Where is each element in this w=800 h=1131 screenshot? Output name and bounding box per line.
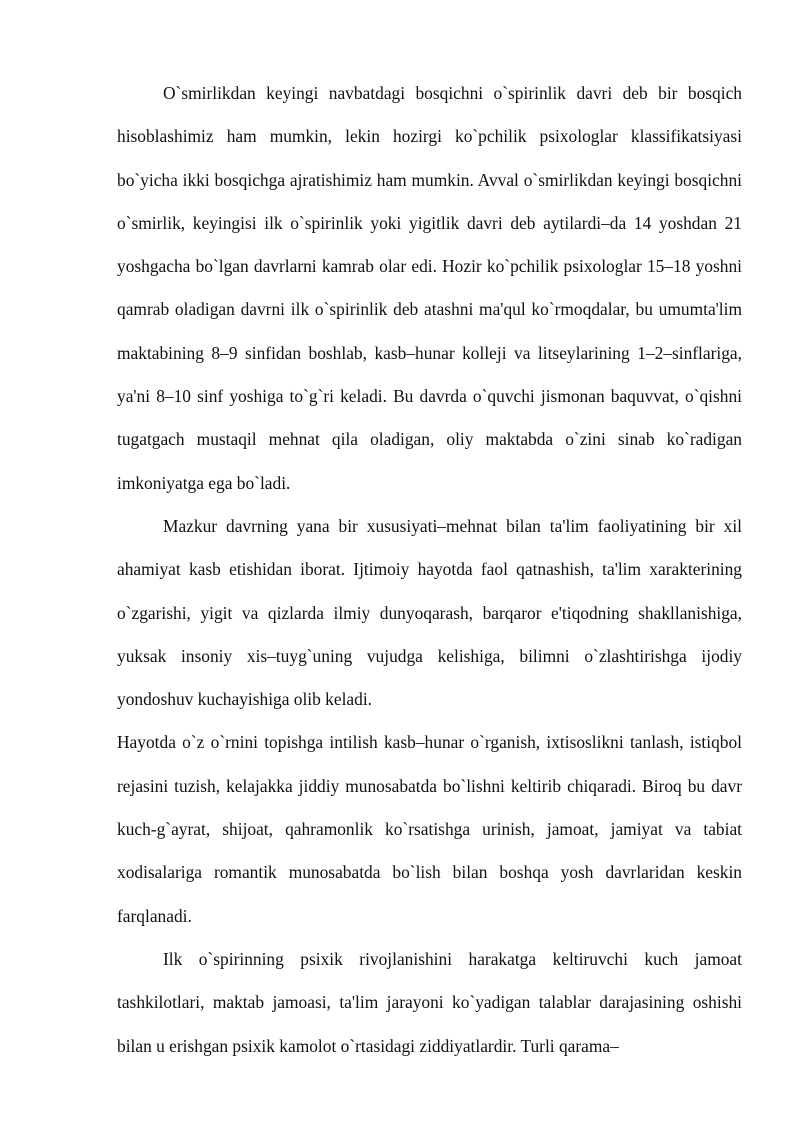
paragraph-4: Ilk o`spirinning psixik rivojlanishini harakatga keltiruvchi kuch jamoat tashkilotlari, maktab jamoasi, ta'lim jarayoni ko`yadigan talablar darajasining oshishi bilan u erishgan psixik kamolot o`rtasidagi ziddiyatlardir. Turli qarama– [117,948,742,1056]
paragraph-2: Mazkur davrning yana bir xususiyati–mehnat bilan ta'lim faoliyatining bir xil ahamiyat kasb etishidan iborat. Ijtimoiy hayotda faol qatnashish, ta'lim xarakterining o`zgarishi, yigit va qizlarda ilmiy dunyoqarash, barqaror e'tiqodning shakllanishiga, yuksak insoniy xis–tuyg`uning vujudga kelishiga, bilimni o`zlashtirishga ijodiy yondoshuv kuchayishiga olib keladi. [117,515,742,710]
paragraph-1: O`smirlikdan keyingi navbatdagi bosqichni o`spirinlik davri deb bir bosqich hisoblashimiz ham mumkin, lekin hozirgi ko`pchilik psixologlar klassifikatsiyasi bo`yicha ikki bosqichga ajratishimiz ham mumkin. Avval o`smirlikdan keyingi bosqichni o`smirlik, keyingisi ilk o`spirinlik yoki yigitlik davri deb aytilardi–da 14 yoshdan 21 yoshgacha bo`lgan davrlarni kamrab olar edi. Hozir ko`pchilik psixologlar 15–18 yoshni qamrab oladigan davrni ilk o`spirinlik deb atashni ma'qul ko`rmoqdalar, bu umumta'lim maktabining 8–9 sinfidan boshlab, kasb–hunar kolleji va litseylarining 1–2–sinflariga, ya'ni 8–10 sinf yoshiga to`g`ri keladi. Bu davrda o`quvchi jismonan baquvvat, o`qishni tugatgach mustaqil mehnat qila oladigan, oliy maktabda o`zini sinab ko`radigan imkoniyatga ega bo`ladi. [117,83,742,493]
paragraph-3: Hayotda o`z o`rnini topishga intilish kasb–hunar o`rganish, ixtisoslikni tanlash, istiqbol rejasini tuzish, kelajakka jiddiy munosabatda bo`lishni keltirib chiqaradi. Biroq bu davr kuch-g`ayrat, shijoat, qahramonlik ko`rsatishga urinish, jamoat, jamiyat va tabiat xodisalariga romantik munosabatda bo`lish bilan boshqa yosh davrlaridan keskin farqlanadi. [117,732,742,926]
document-body [117,72,742,1068]
